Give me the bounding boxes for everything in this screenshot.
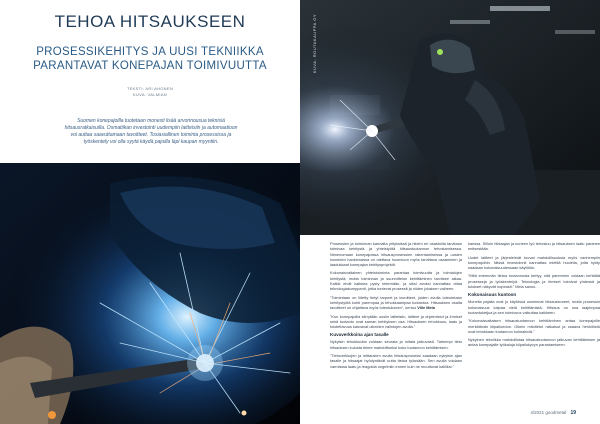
paragraph: Uudet laitteet ja järjestelmät tuovat mahdollisuuksia myös vanhempiin konepajoihin. Niissä investoinnit kannattaa miettiä huolella, jotta hyöty saadaan kokonaisuudessaan käyttöön. (468, 254, 600, 271)
right-page (300, 0, 600, 424)
paragraph: Nykyinen tekniikka mahdollistaa hitsaustuotannon jatkuvan kehittämisen ja antaa konepajalle työkaluja kilpailukyvyn parantamiseen. (468, 337, 600, 348)
page-footer (530, 410, 576, 416)
paragraph: Prosessien ja toiminnan kannalta yrityksissä ja niiden eri osastoilla tarvitaan toimivaa kehitystä ja yhteistyötä hitsaustuotannon tehostamisessa. Nimenomaan konepajoissa hitsausprosessien rakentamisessa ja uusien koneiden hankinnassa on otettava huomioon myös tarvittava osaaminen ja laadukkaat konepajan kehitysprojektit. (330, 241, 462, 268)
welding-sparks-photo (0, 163, 300, 424)
paragraph: "Mitä enemmän tietoa tuotannosta kertyy, sitä paremmin voidaan kehittää prosesseja ja työskentelyä. Teknologia ja ihmiset toimivat yhdessä ja tulokset näkyvät nopeasti." Mela sanoo. (468, 273, 600, 290)
paragraph: "Kokonaisvaltaisen hitsaustuotannon kehittäminen antaa konepajoille merkittävän kilpailuedun. Oikein mitoitetut ratkaisut ja osaava henkilöstö ovat tehokkaan tuotannon kulmakiviä." (468, 318, 600, 334)
paragraph: Kokonaisvaltainen yhteistoiminta parantaa toimivuutta ja toimialojen kehitystä, mutta toiminnan ja suunnittelun kehittäminen tarvitsee aikaa. Kaikki eivät kaikkea pysty tekemään, ja siksi avuksi kannattaa ottaa teknologiakumppanit, jotka tuntevat prosessit ja niiden jokaisen vaiheen. (330, 270, 462, 292)
paragraph-text: "Toimintaan on liitetty tietyt tarpeet ja tavoitteet, joiden avulla toteutetaan kehitystyötä kohti parempaa ja tehokkaampaa tuotantoa. Hitsauksen osalta tavoitteet on ohjattava myös toteutukseen", kertoo (330, 294, 462, 311)
paragraph: Nykyisin tehokkuutta voidaan seurata ja mitata jatkuvasti. Tarkempi tieto hitsauksen kulusta tekee mahdolliseksi koko tuotannon kehittämisen. (330, 339, 462, 350)
article-byline: TEKSTI: ARI AHONEN KUVA: VALMIAN (126, 86, 174, 97)
paragraph: Monella pajalla ovat jo käytössä uusimmat hitsauskoneet, mutta prosessin kokonaisuus kaipaa vielä kehittämistä. Hitsaus on osa laajempaa tuotantoketjua ja sen toimivuus vaikuttaa kaikkeen. (468, 299, 600, 315)
welder-at-work-photo (300, 0, 600, 235)
quoted-person: Ville Mela (417, 305, 435, 311)
article-title: TEHOA HITSAUKSEEN (54, 12, 246, 31)
page-number: 19 (570, 410, 576, 416)
paragraph: kanssa. Silloin hitsaajan ja koneen työ tehostuu ja hitsauksen laatu paranee entisestään. (468, 241, 600, 252)
paragraph: "Tietoverkkojen ja mittausten avulla hitsausprosessi saadaan nykyisin ajan tasalle ja hitsaajat hyödyntävät uutta tietoa työssään. Sen avulla voidaan varmistaa laatu ja reagoida ongelmiin ennen kuin ne muuttuvat kalliiksi." (330, 353, 462, 369)
paragraph: "Kun konepajoilla siirrytään uusiin laitteisiin, laitteet ja ohjelmistot ja ihmiset sekä tuotanto ovat saman kehityksen osa. Hitsauksen tehokkuus, laatu ja toistettavuus kasvavat oikeiden valintojen avulla." (330, 313, 462, 330)
photo-credit: KUVA: ROUTAKAUPPA OY (312, 14, 317, 74)
paragraph (330, 295, 462, 311)
section-heading: Kokonaisuus kuntoon (468, 292, 517, 298)
article-lead: Suomen konepajoilla tuotetaan monesti lisää arvonnousua teknisiä hitsausratkaisuilla. Osmatiikan investointi uudempiin laitteisiin ja automaatioon voi auttaa saavuttamaan tavoitteet. Tosiasiallinen toiminta prosessissa ja työskentely voi olla syytä käydä pajoilla läpi kaupan myyntiin. (64, 118, 238, 145)
text-column-2 (468, 241, 600, 351)
section-heading: Kuvaverkkoina ajan tasalle (330, 332, 389, 338)
article-subtitle: PROSESSIKEHITYS JA UUSI TEKNIIKKA PARANTAVAT KONEPAJAN TOIMIVUUTTA (33, 46, 267, 72)
magazine-issue: 4/2021 goodmetal (530, 410, 567, 415)
text-column-1 (330, 241, 462, 372)
